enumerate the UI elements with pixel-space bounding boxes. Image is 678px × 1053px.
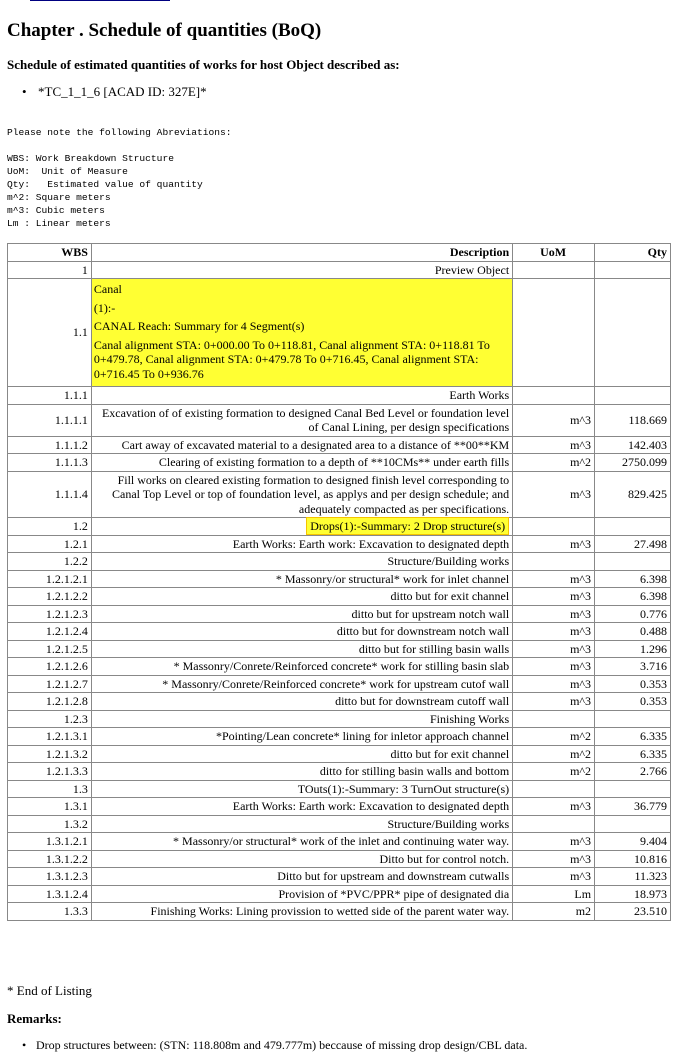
- header-qty: Qty: [595, 244, 671, 262]
- table-row: [8, 623, 671, 641]
- row-qty: [595, 815, 671, 833]
- row-qty: 142.403: [595, 436, 671, 454]
- row-uom: m^3: [513, 693, 595, 711]
- row-description: Structure/Building works: [91, 553, 512, 571]
- row-description: Finishing Works: Lining provission to wetted side of the parent water way.: [91, 903, 512, 921]
- table-row-canal: [8, 279, 671, 387]
- row-wbs: 1.2: [8, 518, 92, 536]
- row-qty: 0.488: [595, 623, 671, 641]
- row-wbs: 1.1.1.2: [8, 436, 92, 454]
- row-uom: m^3: [513, 570, 595, 588]
- row-wbs: 1.3.1.2.2: [8, 850, 92, 868]
- row-wbs: 1.1: [8, 279, 92, 387]
- table-row: [8, 885, 671, 903]
- row-wbs: 1.1.1.4: [8, 471, 92, 518]
- row-uom: m^3: [513, 833, 595, 851]
- canal-line-3: CANAL Reach: Summary for 4 Segment(s): [93, 319, 305, 333]
- row-description: Ditto but for control notch.: [91, 850, 512, 868]
- table-row: [8, 535, 671, 553]
- row-uom: m^2: [513, 763, 595, 781]
- row-qty: 23.510: [595, 903, 671, 921]
- table-row: [8, 710, 671, 728]
- top-link-underline: [30, 0, 170, 2]
- canal-summary-highlight: [91, 279, 512, 387]
- row-uom: m^3: [513, 658, 595, 676]
- row-wbs: 1.2.3: [8, 710, 92, 728]
- row-wbs: 1.2.1.2.5: [8, 640, 92, 658]
- row-wbs: 1.2.1.3.1: [8, 728, 92, 746]
- row-description: TOuts(1):-Summary: 3 TurnOut structure(s): [91, 780, 512, 798]
- row-wbs: 1.2.1.2.4: [8, 623, 92, 641]
- row-description: Earth Works: [91, 387, 512, 405]
- table-row: [8, 903, 671, 921]
- row-qty: 18.973: [595, 885, 671, 903]
- table-row: [8, 833, 671, 851]
- drops-summary-highlight: [91, 518, 512, 536]
- row-description: ditto but for exit channel: [91, 588, 512, 606]
- row-description: Structure/Building works: [91, 815, 512, 833]
- abbreviation-lm: Lm : Linear meters: [7, 218, 111, 229]
- row-description: *Pointing/Lean concrete* lining for inletor approach channel: [91, 728, 512, 746]
- row-wbs: 1.2.1.2.2: [8, 588, 92, 606]
- row-uom: [513, 518, 595, 536]
- row-qty: [595, 387, 671, 405]
- row-wbs: 1.3: [8, 780, 92, 798]
- row-qty: 36.779: [595, 798, 671, 816]
- table-row: [8, 261, 671, 279]
- table-header-row: [8, 244, 671, 262]
- row-wbs: 1.2.1.2.3: [8, 605, 92, 623]
- row-description: Fill works on cleared existing formation to designed finish level corresponding to Canal Top Level or top of foundation level, as applys and per design schedule; and adequately compacted as per specifications.: [91, 471, 512, 518]
- row-qty: [595, 710, 671, 728]
- drops-summary-text: Drops(1):-Summary: 2 Drop structure(s): [306, 517, 509, 535]
- table-row: [8, 745, 671, 763]
- row-qty: [595, 279, 671, 387]
- row-uom: m^3: [513, 640, 595, 658]
- row-wbs: 1.3.2: [8, 815, 92, 833]
- row-qty: 2.766: [595, 763, 671, 781]
- row-qty: [595, 518, 671, 536]
- row-qty: 6.398: [595, 570, 671, 588]
- row-qty: [595, 780, 671, 798]
- table-row: [8, 763, 671, 781]
- row-qty: 0.353: [595, 693, 671, 711]
- subtitle: Schedule of estimated quantities of works for host Object described as:: [7, 57, 400, 72]
- abbreviation-wbs: WBS: Work Breakdown Structure: [7, 153, 174, 164]
- row-description: ditto but for exit channel: [91, 745, 512, 763]
- row-description: * Massonry/Conrete/Reinforced concrete* work for stilling basin slab: [91, 658, 512, 676]
- row-uom: m^3: [513, 471, 595, 518]
- row-wbs: 1.1.1.3: [8, 454, 92, 472]
- host-object-list: [22, 84, 207, 100]
- canal-line-2: (1):-: [93, 300, 116, 315]
- row-uom: m^3: [513, 404, 595, 436]
- abbreviation-m3: m^3: Cubic meters: [7, 205, 105, 216]
- row-wbs: 1.1.1: [8, 387, 92, 405]
- row-description: * Massonry/or structural* work of the inlet and continuing water way.: [91, 833, 512, 851]
- row-description: Cart away of excavated material to a designated area to a distance of **00**KM: [91, 436, 512, 454]
- row-uom: [513, 710, 595, 728]
- end-of-listing: * End of Listing: [7, 983, 92, 998]
- row-uom: m^3: [513, 605, 595, 623]
- table-row: [8, 471, 671, 518]
- row-qty: 1.296: [595, 640, 671, 658]
- remark-item: • Drop structures between: (STN: 118.808m and 479.777m) beccause of missing drop design/CBL data.: [22, 1038, 527, 1053]
- table-row: [8, 387, 671, 405]
- row-qty: [595, 261, 671, 279]
- table-row: [8, 605, 671, 623]
- table-row: [8, 675, 671, 693]
- table-row: [8, 588, 671, 606]
- row-description: Provision of *PVC/PPR* pipe of designated dia: [91, 885, 512, 903]
- canal-line-1: Canal: [93, 282, 122, 296]
- page-title: Chapter . Schedule of quantities (BoQ): [7, 20, 322, 41]
- table-row: [8, 868, 671, 886]
- row-wbs: 1.2.1.2.7: [8, 675, 92, 693]
- row-uom: m^2: [513, 745, 595, 763]
- row-description: ditto but for upstream notch wall: [91, 605, 512, 623]
- row-uom: [513, 780, 595, 798]
- row-qty: 10.816: [595, 850, 671, 868]
- table-row: [8, 640, 671, 658]
- abbreviation-uom: UoM: Unit of Measure: [7, 166, 128, 177]
- row-qty: 0.353: [595, 675, 671, 693]
- row-wbs: 1: [8, 261, 92, 279]
- row-wbs: 1.2.1.2.6: [8, 658, 92, 676]
- abbreviation-qty: Qty: Estimated value of quantity: [7, 179, 203, 190]
- host-object-item: • *TC_1_1_6 [ACAD ID: 327E]*: [22, 84, 207, 100]
- abbreviation-m2: m^2: Square meters: [7, 192, 111, 203]
- row-wbs: 1.3.1.2.1: [8, 833, 92, 851]
- row-description: ditto for stilling basin walls and bottom: [91, 763, 512, 781]
- row-uom: m^3: [513, 675, 595, 693]
- row-uom: m^3: [513, 623, 595, 641]
- row-wbs: 1.2.2: [8, 553, 92, 571]
- row-wbs: 1.1.1.1: [8, 404, 92, 436]
- row-description: Earth Works: Earth work: Excavation to designated depth: [91, 798, 512, 816]
- row-description: * Massonry/or structural* work for inlet channel: [91, 570, 512, 588]
- row-uom: m^2: [513, 454, 595, 472]
- row-uom: Lm: [513, 885, 595, 903]
- row-uom: m2: [513, 903, 595, 921]
- row-qty: 6.335: [595, 728, 671, 746]
- table-row: [8, 404, 671, 436]
- row-uom: m^3: [513, 868, 595, 886]
- row-qty: 829.425: [595, 471, 671, 518]
- row-description: Preview Object: [91, 261, 512, 279]
- abbreviations-intro: Please note the following Abreviations:: [7, 127, 232, 138]
- table-row-drops: [8, 518, 671, 536]
- row-wbs: 1.2.1.3.2: [8, 745, 92, 763]
- row-wbs: 1.2.1.2.8: [8, 693, 92, 711]
- row-uom: m^3: [513, 850, 595, 868]
- row-qty: 27.498: [595, 535, 671, 553]
- table-row: [8, 553, 671, 571]
- abbreviations-block: [7, 126, 232, 230]
- header-wbs: WBS: [8, 244, 92, 262]
- row-description: Clearing of existing formation to a depth of **10CMs** under earth fills: [91, 454, 512, 472]
- table-row: [8, 570, 671, 588]
- row-description: * Massonry/Conrete/Reinforced concrete* work for upstream cutof wall: [91, 675, 512, 693]
- row-wbs: 1.3.1: [8, 798, 92, 816]
- row-qty: 2750.099: [595, 454, 671, 472]
- row-wbs: 1.3.1.2.3: [8, 868, 92, 886]
- row-qty: 11.323: [595, 868, 671, 886]
- remarks-heading: Remarks:: [7, 1011, 62, 1026]
- table-row: [8, 436, 671, 454]
- row-qty: 6.398: [595, 588, 671, 606]
- row-uom: m^3: [513, 798, 595, 816]
- row-wbs: 1.3.1.2.4: [8, 885, 92, 903]
- row-uom: m^3: [513, 588, 595, 606]
- row-description: ditto but for stilling basin walls: [91, 640, 512, 658]
- row-qty: 118.669: [595, 404, 671, 436]
- remarks-list: [22, 1038, 527, 1053]
- table-row: [8, 850, 671, 868]
- table-row: [8, 693, 671, 711]
- row-wbs: 1.3.3: [8, 903, 92, 921]
- row-uom: m^2: [513, 728, 595, 746]
- row-uom: m^3: [513, 436, 595, 454]
- table-row: [8, 780, 671, 798]
- row-wbs: 1.2.1.3.3: [8, 763, 92, 781]
- row-qty: 0.776: [595, 605, 671, 623]
- row-uom: [513, 261, 595, 279]
- row-qty: 3.716: [595, 658, 671, 676]
- row-uom: [513, 815, 595, 833]
- table-row: [8, 815, 671, 833]
- row-uom: [513, 387, 595, 405]
- row-uom: m^3: [513, 535, 595, 553]
- table-row: [8, 454, 671, 472]
- row-qty: [595, 553, 671, 571]
- row-wbs: 1.2.1.2.1: [8, 570, 92, 588]
- boq-table: [7, 243, 671, 921]
- row-description: Finishing Works: [91, 710, 512, 728]
- row-description: ditto but for downstream notch wall: [91, 623, 512, 641]
- table-row: [8, 728, 671, 746]
- row-uom: [513, 279, 595, 387]
- row-description: ditto but for downstream cutoff wall: [91, 693, 512, 711]
- row-wbs: 1.2.1: [8, 535, 92, 553]
- canal-line-4: Canal alignment STA: 0+000.00 To 0+118.81, Canal alignment STA: 0+118.81 To 0+479.78, Canal alignment STA: 0+479.78 To 0+716.45, Canal alignment STA: 0+716.45 To 0+936.76: [93, 337, 490, 381]
- row-uom: [513, 553, 595, 571]
- row-qty: 6.335: [595, 745, 671, 763]
- header-uom: UoM: [513, 244, 595, 262]
- row-description: Ditto but for upstream and downstream cutwalls: [91, 868, 512, 886]
- row-qty: 9.404: [595, 833, 671, 851]
- table-row: [8, 798, 671, 816]
- header-description: Description: [91, 244, 512, 262]
- table-row: [8, 658, 671, 676]
- row-description: Excavation of of existing formation to designed Canal Bed Level or foundation level of Canal Lining, per design specifications: [91, 404, 512, 436]
- row-description: Earth Works: Earth work: Excavation to designated depth: [91, 535, 512, 553]
